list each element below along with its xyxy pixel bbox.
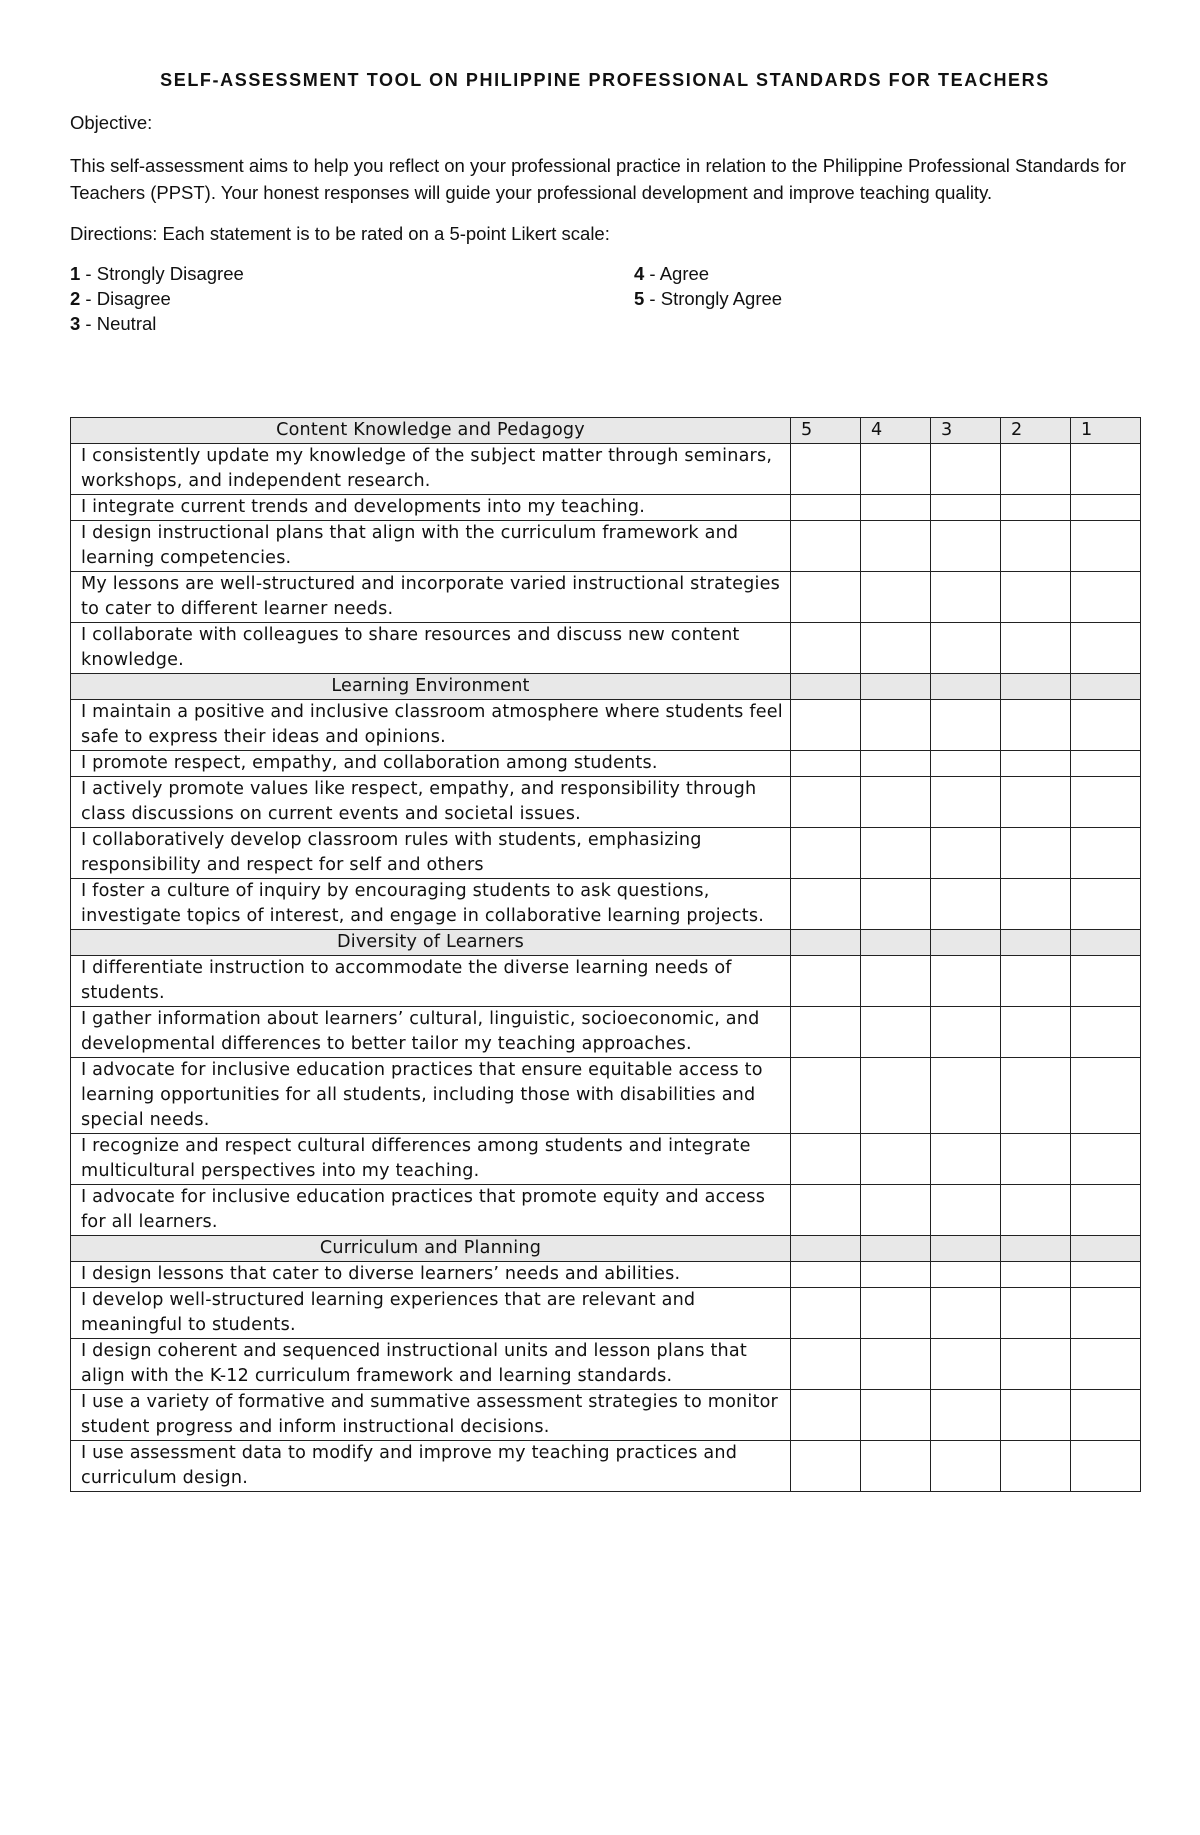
rating-cell-1[interactable] (1071, 1134, 1141, 1185)
rating-cell-1[interactable] (1071, 1390, 1141, 1441)
rating-header (1071, 1236, 1141, 1262)
statement-row (71, 1058, 1141, 1134)
rating-cell-5[interactable] (791, 1339, 861, 1390)
statement-text: I differentiate instruction to accommodate the diverse learning needs of students. (71, 956, 791, 1007)
rating-header (861, 674, 931, 700)
rating-cell-1[interactable] (1071, 1441, 1141, 1492)
statement-text: I recognize and respect cultural differences among students and integrate multicultural perspectives into my teaching. (71, 1134, 791, 1185)
rating-cell-4[interactable] (861, 751, 931, 777)
rating-cell-1[interactable] (1071, 1288, 1141, 1339)
rating-cell-2[interactable] (1001, 572, 1071, 623)
rating-cell-3[interactable] (931, 700, 1001, 751)
rating-cell-2[interactable] (1001, 521, 1071, 572)
rating-cell-2[interactable] (1001, 1007, 1071, 1058)
rating-cell-3[interactable] (931, 1058, 1001, 1134)
statement-text: I integrate current trends and developments into my teaching. (71, 495, 791, 521)
likert-scale-legend (70, 261, 1140, 336)
statement-row (71, 879, 1141, 930)
statement-row (71, 1288, 1141, 1339)
scale-item: 5 - Strongly Agree (634, 288, 783, 309)
rating-cell-4[interactable] (861, 1390, 931, 1441)
statement-row (71, 956, 1141, 1007)
statement-text: I promote respect, empathy, and collaboration among students. (71, 751, 791, 777)
rating-cell-1[interactable] (1071, 495, 1141, 521)
statement-text: I advocate for inclusive education practices that ensure equitable access to learning opportunities for all students, including those with disabilities and special needs. (71, 1058, 791, 1134)
rating-cell-4[interactable] (861, 444, 931, 495)
objective-label: Objective: (70, 112, 153, 133)
rating-header (1071, 930, 1141, 956)
rating-cell-5[interactable] (791, 1058, 861, 1134)
rating-cell-3[interactable] (931, 751, 1001, 777)
rating-cell-5[interactable] (791, 444, 861, 495)
rating-cell-5[interactable] (791, 495, 861, 521)
rating-cell-3[interactable] (931, 828, 1001, 879)
rating-cell-3[interactable] (931, 1339, 1001, 1390)
rating-cell-4[interactable] (861, 623, 931, 674)
section-header-row (71, 418, 1141, 444)
rating-cell-3[interactable] (931, 956, 1001, 1007)
section-title: Diversity of Learners (71, 930, 791, 956)
rating-cell-5[interactable] (791, 1134, 861, 1185)
statement-text: I design instructional plans that align with the curriculum framework and learning competencies. (71, 521, 791, 572)
rating-header (931, 674, 1001, 700)
rating-cell-4[interactable] (861, 572, 931, 623)
rating-cell-5[interactable] (791, 956, 861, 1007)
statement-row (71, 521, 1141, 572)
rating-cell-2[interactable] (1001, 700, 1071, 751)
rating-header (931, 930, 1001, 956)
rating-cell-2[interactable] (1001, 1185, 1071, 1236)
rating-cell-1[interactable] (1071, 1339, 1141, 1390)
rating-cell-4[interactable] (861, 1262, 931, 1288)
rating-header (861, 930, 931, 956)
statement-text: I gather information about learners’ cultural, linguistic, socioeconomic, and developmental differences to better tailor my teaching approaches. (71, 1007, 791, 1058)
statement-text: I maintain a positive and inclusive classroom atmosphere where students feel safe to express their ideas and opinions. (71, 700, 791, 751)
statement-row (71, 828, 1141, 879)
rating-header (791, 1236, 861, 1262)
section-title: Learning Environment (71, 674, 791, 700)
rating-cell-1[interactable] (1071, 572, 1141, 623)
statement-row (71, 1134, 1141, 1185)
rating-cell-3[interactable] (931, 1262, 1001, 1288)
rating-cell-1[interactable] (1071, 1185, 1141, 1236)
rating-cell-2[interactable] (1001, 495, 1071, 521)
rating-cell-2[interactable] (1001, 444, 1071, 495)
scale-item: 1 - Strongly Disagree (70, 263, 244, 284)
rating-cell-5[interactable] (791, 700, 861, 751)
rating-cell-2[interactable] (1001, 956, 1071, 1007)
statement-row (71, 572, 1141, 623)
statement-row (71, 1390, 1141, 1441)
rating-cell-2[interactable] (1001, 777, 1071, 828)
rating-header (1001, 1236, 1071, 1262)
rating-cell-3[interactable] (931, 444, 1001, 495)
rating-header (861, 1236, 931, 1262)
rating-cell-3[interactable] (931, 1390, 1001, 1441)
rating-cell-1[interactable] (1071, 521, 1141, 572)
section-title: Curriculum and Planning (71, 1236, 791, 1262)
rating-cell-4[interactable] (861, 1339, 931, 1390)
statement-row (71, 1339, 1141, 1390)
rating-cell-3[interactable] (931, 1134, 1001, 1185)
rating-cell-3[interactable] (931, 777, 1001, 828)
scale-item: 4 - Agree (634, 263, 710, 284)
rating-cell-1[interactable] (1071, 751, 1141, 777)
rating-cell-2[interactable] (1001, 1339, 1071, 1390)
rating-cell-2[interactable] (1001, 1058, 1071, 1134)
rating-header (791, 674, 861, 700)
rating-cell-4[interactable] (861, 1185, 931, 1236)
document-page (70, 70, 1140, 336)
rating-cell-5[interactable] (791, 521, 861, 572)
assessment-table (70, 417, 1141, 1492)
statement-row (71, 777, 1141, 828)
rating-cell-3[interactable] (931, 879, 1001, 930)
rating-cell-1[interactable] (1071, 1262, 1141, 1288)
section-header-row (71, 930, 1141, 956)
rating-cell-2[interactable] (1001, 828, 1071, 879)
statement-row (71, 700, 1141, 751)
rating-cell-4[interactable] (861, 956, 931, 1007)
rating-cell-1[interactable] (1071, 828, 1141, 879)
rating-header (931, 1236, 1001, 1262)
statement-text: I use assessment data to modify and improve my teaching practices and curriculum design. (71, 1441, 791, 1492)
rating-cell-5[interactable] (791, 1441, 861, 1492)
section-header-row (71, 674, 1141, 700)
rating-cell-1[interactable] (1071, 956, 1141, 1007)
rating-cell-5[interactable] (791, 1007, 861, 1058)
directions-text: Directions: Each statement is to be rated on a 5-point Likert scale: (70, 223, 610, 244)
rating-header: 2 (1001, 418, 1071, 444)
rating-cell-3[interactable] (931, 521, 1001, 572)
rating-cell-4[interactable] (861, 777, 931, 828)
rating-header: 1 (1071, 418, 1141, 444)
rating-cell-2[interactable] (1001, 879, 1071, 930)
rating-cell-5[interactable] (791, 777, 861, 828)
rating-header (1001, 930, 1071, 956)
rating-cell-5[interactable] (791, 1262, 861, 1288)
statement-row (71, 1185, 1141, 1236)
rating-cell-4[interactable] (861, 1134, 931, 1185)
statement-row (71, 751, 1141, 777)
statement-text: I design lessons that cater to diverse learners’ needs and abilities. (71, 1262, 791, 1288)
rating-cell-2[interactable] (1001, 1134, 1071, 1185)
statement-text: I consistently update my knowledge of the subject matter through seminars, workshops, and independent research. (71, 444, 791, 495)
rating-cell-3[interactable] (931, 1007, 1001, 1058)
statement-text: I foster a culture of inquiry by encouraging students to ask questions, investigate topics of interest, and engage in collaborative learning projects. (71, 879, 791, 930)
rating-cell-4[interactable] (861, 1441, 931, 1492)
statement-text: I collaboratively develop classroom rules with students, emphasizing responsibility and respect for self and others (71, 828, 791, 879)
rating-cell-2[interactable] (1001, 1262, 1071, 1288)
rating-cell-4[interactable] (861, 828, 931, 879)
rating-cell-1[interactable] (1071, 777, 1141, 828)
rating-header (791, 930, 861, 956)
rating-cell-5[interactable] (791, 1288, 861, 1339)
rating-cell-3[interactable] (931, 623, 1001, 674)
rating-header (1071, 674, 1141, 700)
statement-row (71, 1441, 1141, 1492)
rating-header: 3 (931, 418, 1001, 444)
rating-cell-5[interactable] (791, 1390, 861, 1441)
rating-cell-5[interactable] (791, 879, 861, 930)
rating-cell-5[interactable] (791, 623, 861, 674)
rating-cell-1[interactable] (1071, 879, 1141, 930)
rating-cell-3[interactable] (931, 1185, 1001, 1236)
rating-cell-2[interactable] (1001, 1390, 1071, 1441)
statement-text: My lessons are well-structured and incorporate varied instructional strategies to cater to different learner needs. (71, 572, 791, 623)
rating-header (1001, 674, 1071, 700)
statement-text: I advocate for inclusive education practices that promote equity and access for all learners. (71, 1185, 791, 1236)
rating-cell-4[interactable] (861, 1007, 931, 1058)
rating-cell-4[interactable] (861, 700, 931, 751)
rating-cell-4[interactable] (861, 1058, 931, 1134)
rating-cell-3[interactable] (931, 572, 1001, 623)
rating-cell-5[interactable] (791, 751, 861, 777)
rating-cell-3[interactable] (931, 1441, 1001, 1492)
rating-cell-1[interactable] (1071, 623, 1141, 674)
rating-header: 5 (791, 418, 861, 444)
scale-item: 2 - Disagree (70, 288, 171, 309)
rating-cell-2[interactable] (1001, 623, 1071, 674)
rating-cell-5[interactable] (791, 1185, 861, 1236)
statement-row (71, 1262, 1141, 1288)
rating-cell-2[interactable] (1001, 1441, 1071, 1492)
rating-cell-5[interactable] (791, 572, 861, 623)
rating-cell-3[interactable] (931, 495, 1001, 521)
document-title: SELF-ASSESSMENT TOOL ON PHILIPPINE PROFESSIONAL STANDARDS FOR TEACHERS (160, 70, 1050, 90)
section-header-row (71, 1236, 1141, 1262)
statement-text: I collaborate with colleagues to share resources and discuss new content knowledge. (71, 623, 791, 674)
rating-cell-1[interactable] (1071, 1058, 1141, 1134)
rating-cell-1[interactable] (1071, 444, 1141, 495)
statement-text: I actively promote values like respect, empathy, and responsibility through class discussions on current events and societal issues. (71, 777, 791, 828)
rating-cell-4[interactable] (861, 879, 931, 930)
rating-header: 4 (861, 418, 931, 444)
rating-cell-4[interactable] (861, 1288, 931, 1339)
statement-row (71, 495, 1141, 521)
statement-text: I design coherent and sequenced instructional units and lesson plans that align with the K-12 curriculum framework and learning standards. (71, 1339, 791, 1390)
statement-row (71, 623, 1141, 674)
rating-cell-1[interactable] (1071, 700, 1141, 751)
rating-cell-2[interactable] (1001, 751, 1071, 777)
statement-text: I use a variety of formative and summative assessment strategies to monitor student progress and inform instructional decisions. (71, 1390, 791, 1441)
intro-paragraph: This self-assessment aims to help you reflect on your professional practice in relation to the Philippine Professional Standards for Teachers (PPST). Your honest responses will guide your professional development and improve teaching quality. (70, 155, 1127, 203)
rating-cell-4[interactable] (861, 495, 931, 521)
rating-cell-2[interactable] (1001, 1288, 1071, 1339)
rating-cell-3[interactable] (931, 1288, 1001, 1339)
statement-row (71, 1007, 1141, 1058)
statement-text: I develop well-structured learning experiences that are relevant and meaningful to students. (71, 1288, 791, 1339)
rating-cell-5[interactable] (791, 828, 861, 879)
scale-item: 3 - Neutral (70, 313, 157, 334)
section-title: Content Knowledge and Pedagogy (71, 418, 791, 444)
rating-cell-1[interactable] (1071, 1007, 1141, 1058)
rating-cell-4[interactable] (861, 521, 931, 572)
statement-row (71, 444, 1141, 495)
